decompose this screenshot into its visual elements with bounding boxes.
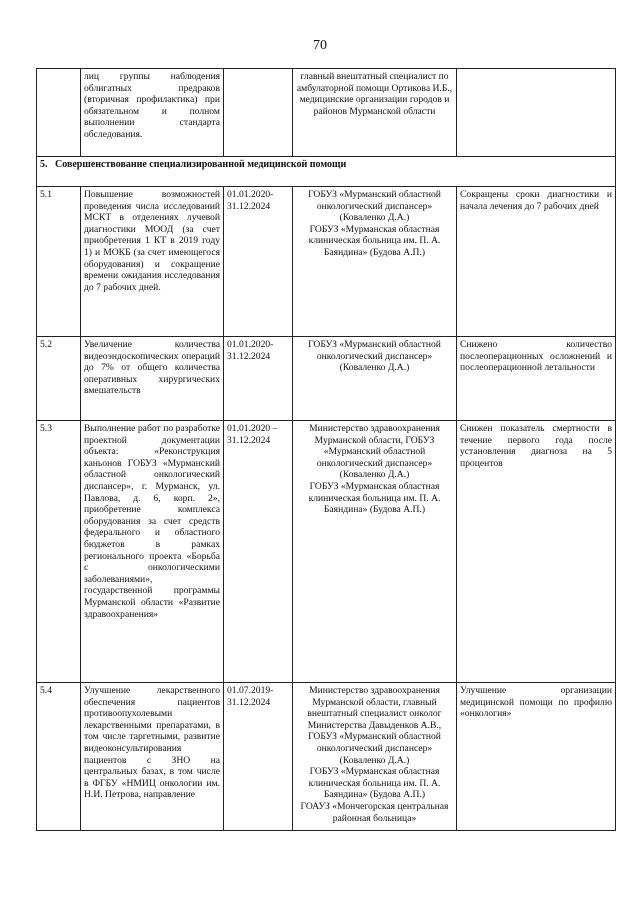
table-row-5-3 (37, 421, 616, 683)
responsible-cell: главный внештатный специалист по амбулаторной помощи Ортикова И.Б., медицинские организации городов и районов Мурманской области (293, 69, 457, 157)
page-number: 70 (313, 38, 327, 53)
period-cell: 01.01.2020-31.12.2024 (224, 337, 293, 421)
responsible-cell (293, 683, 457, 831)
result-cell: Снижено количество послеоперационных осложнений и послеоперационной летальности (457, 337, 616, 421)
result-cell: Снижен показатель смертности в течение первого года после установления диагноза на 5 процентов (457, 421, 616, 683)
responsible-line: Министерство здравоохранения Мурманской области, главный внештатный специалист онколог Министерства Давыденков А.В., ГОБУЗ «Мурманский областной онкологический диспансер» (Коваленко Д.А.) (307, 685, 442, 766)
activity-cell: Увеличение количества видеоэндоскопических операций до 7% от общего количества оперативных хирургических вмешательств (81, 337, 224, 421)
section-title: Совершенствование специализированной медицинской помощи (55, 159, 347, 170)
row-number: 5.1 (37, 187, 81, 337)
section-header-row (37, 157, 616, 187)
row-number: 5.4 (37, 683, 81, 831)
result-cell (457, 69, 616, 157)
period-cell (224, 69, 293, 157)
result-cell: Улучшение организации медицинской помощи по профилю «онкология» (457, 683, 616, 831)
activity-cell: Улучшение лекарственного обеспечения пациентов противоопухолевыми лекарственными препаратами, в том числе таргетными, развитие видеоконсультирования пациентов с ЗНО на центральных базах, в том числе в ФГБУ «НМИЦ онкологии им. Н.И. Петрова, направление (81, 683, 224, 831)
responsible-cell (293, 421, 457, 683)
section-number: 5. (40, 159, 48, 170)
period-cell: 01.01.2020 – 31.12.2024 (224, 421, 293, 683)
responsible-line: ГОБУЗ «Мурманская областная клиническая больница им. П. А. Баяндина» (Будова А.П.) (308, 766, 441, 801)
row-number: 5.2 (37, 337, 81, 421)
responsible-line: ГОБУЗ «Мурманская областная клиническая больница им. П. А. Баяндина» (Будова А.П.) (308, 223, 441, 258)
responsible-cell (293, 187, 457, 337)
activity-cell: лиц группы наблюдения облигатных предраков (вторичная профилактика) при обязательном и полном выполнении стандарта обследования. (81, 69, 224, 157)
row-number: 5.3 (37, 421, 81, 683)
table-row-5-4 (37, 683, 616, 831)
activity-cell: Повышение возможностей проведения числа исследований МСКТ в отделениях лучевой диагностики МООД (за счет приобретения 1 КТ в 2019 году 1) и МОКБ (за счет имеющегося оборудования) и сокращение времени ожидания исследования до 7 рабочих дней. (81, 187, 224, 337)
responsible-cell (293, 337, 457, 421)
section-title-cell (37, 157, 616, 187)
responsible-line: ГОБУЗ «Мурманский областной онкологический диспансер» (Коваленко Д.А.) (308, 339, 441, 374)
responsible-line: Министерство здравоохранения Мурманской области, ГОБУЗ «Мурманский областной онкологический диспансер» (Коваленко Д.А.) (309, 423, 440, 481)
table-row-5-2 (37, 337, 616, 421)
period-cell: 01.07.2019-31.12.2024 (224, 683, 293, 831)
table-row-continuation (37, 69, 616, 157)
table-row-5-1 (37, 187, 616, 337)
responsible-line: ГОАУЗ «Мончегорская центральная районная больница» (300, 800, 449, 824)
result-cell: Сокращены сроки диагностики и начала лечения до 7 рабочих дней (457, 187, 616, 337)
row-number (37, 69, 81, 157)
responsible-line: ГОБУЗ «Мурманский областной онкологический диспансер» (Коваленко Д.А.) (308, 189, 441, 224)
period-cell: 01.01.2020-31.12.2024 (224, 187, 293, 337)
activity-cell: Выполнение работ по разработке проектной документации объекта: «Реконструкция каньонов ГОБУЗ «Мурманский областной онкологический диспансер», г. Мурманск, ул. Павлова, д. 6, корп. 2», приобретение комплекса оборудования за счет средств федерального и областного бюджетов в рамках регионального проекта «Борьба с онкологическими заболеваниями», государственной программы Мурманской области «Развитие здравоохранения» (81, 421, 224, 683)
responsible-line: ГОБУЗ «Мурманская областная клиническая больница им. П. А. Баяндина» (Будова А.П.) (308, 480, 441, 516)
action-plan-table (36, 68, 616, 831)
